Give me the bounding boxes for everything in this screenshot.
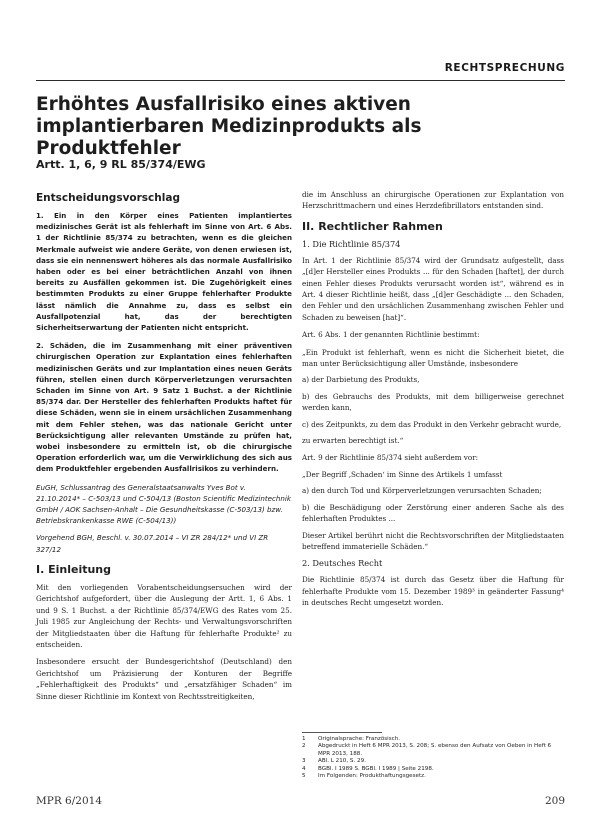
footnote-number: 2: [302, 743, 306, 750]
footnote-text: ABl. L 210, S. 29.: [318, 758, 366, 765]
quote-line: a) der Darbietung des Produkts,: [302, 375, 420, 385]
headnote-2: 2. Schäden, die im Zusammenhang mit einer präventiven chirurgischen Operation zur Explantation eines fehlerhaften medizinischen Geräts und zur Implantation eines neuen Geräts führen, stellen einen durch Körperverletzungen verursachten Schaden im Sinne von Art. 9 Satz 1 Buchst. a der Richtlinie 85/374 dar. Der Hersteller des fehlerhaften Produkts haftet für diese Schäden, wenn sie in einem ursächlichen Zusammenhang mit dem Fehler stehen, was das nationale Gericht unter Berücksichtigung aller relevanten Umstände zu prüfen hat, wobei insbesondere zu ermitteln ist, ob die chirurgische Operation erforderlich war, um die Verwirklichung des sich aus dem Produktfehler ergebenden Ausfallrisikos zu verhindern.: [36, 341, 292, 474]
quote-line: „Ein Produkt ist fehlerhaft, wenn es nicht die Sicherheit bietet, die man unter Berücksichtigung aller Umstände, insbesondere: [302, 347, 564, 369]
intro-paragraph-2: Insbesondere ersucht der Bundesgerichtshof (Deutschland) den Gerichtshof um Präzisierung der Konturen der Begriffe „Fehlerhaftigkeit des Produkts“ und „ersatzfähiger Schaden“ im Sinne dieser Richtlinie im Kontext von Rechtsstreitigkeiten,: [36, 657, 292, 701]
quote-line: „Der Begriff ‚Schaden‘ im Sinne des Artikels 1 umfasst: [302, 469, 503, 479]
intro-paragraph-1: Mit den vorliegenden Vorabentscheidungsersuchen wird der Gerichtshof aufgefordert, über die Auslegung der Artt. 1, 6 Abs. 1 und 9 S. 1 Buchst. a der Richtlinie 85/374/EWG des Rates vom 25. Juli 1985 zur Angleichung der Rechts- und Verwaltungsvorschriften der Mitgliedstaaten über die Haftung für fehlerhafte Produkte² zu entscheiden.: [36, 582, 292, 649]
quote-line: b) die Beschädigung oder Zerstörung einer anderen Sache als des fehlerhaften Produktes ...: [302, 502, 564, 524]
footnote: [302, 758, 564, 765]
legal-paragraph-2: Art. 6 Abs. 1 der genannten Richtlinie bestimmt:: [302, 330, 480, 340]
footnote-number: 3: [302, 758, 306, 765]
header-rule: [36, 80, 565, 81]
footnote-rule: [302, 732, 382, 733]
legal-paragraph-1: In Art. 1 der Richtlinie 85/374 wird der Grundsatz aufgestellt, dass „[d]er Hersteller eines Produkts ... für den Schaden [haftet], der durch einen Fehler dieses Produkts verursacht worden ist“, während es in Art. 4 dieser Richtlinie heißt, dass „[d]er Geschädigte ... den Schaden, den Fehler und den ursächlichen Zusammenhang zwischen Fehler und Schaden zu beweisen [hat]“.: [302, 255, 564, 322]
right-column: [302, 189, 564, 615]
footnote-text: BGBl. I 1989 S. BGBl. I 1989 | Seite 2198.: [318, 765, 434, 772]
headnote-1: 1. Ein in den Körper eines Patienten implantiertes medizinisches Gerät ist als fehlerhaft im Sinne von Art. 6 Abs. 1 der Richtlinie 85/374 zu betrachten, wenn es die gleichen Merkmale aufweist wie andere Geräte, von denen erwiesen ist, dass sie ein nennenswert höheres als das normale Ausfallrisiko haben oder es bei einer beträchtlichen Anzahl von ihnen bereits zu Ausfällen gekommen ist. Die Zugehörigkeit eines bestimmten Produkts zu einer Gruppe fehlerhafter Produkte lässt nämlich die Annahme zu, dass es selbst ein Ausfallpotenzial hat, das der berechtigten Sicherheitserwartung der Patienten nicht entspricht.: [36, 211, 292, 333]
subheading-directive: 1. Die Richtlinie 85/374: [302, 238, 401, 249]
citation-eugh: EuGH, Schlussantrag des Generalstaatsanwalts Yves Bot v. 21.10.2014* – C-503/13 und C-504/13 (Boston Scientific Medizintechnik GmbH / AOK Sachsen-Anhalt – Die Gesundheitskasse (C-503/13) bzw. Betriebskrankenkasse RWE (C-504/13)): [36, 482, 291, 526]
article-title: Erhöhtes Ausfallrisiko eines aktiven implantierbaren Medizinprodukts als Produktfehler: [36, 94, 422, 159]
footnote-text: Abgedruckt in Heft 6 MPR 2013, S. 208; S. ebenso den Aufsatz von Oeben in Heft 6 MPR 2013, 188.: [318, 743, 552, 757]
footnote-number: 4: [302, 765, 306, 772]
page-number: 209: [544, 795, 565, 807]
decision-heading: Entscheidungsvorschlag: [36, 192, 180, 204]
footnote-text: Im Folgenden: Produkthaftungsgesetz.: [318, 773, 426, 780]
section-heading-legal-framework: II. Rechtlicher Rahmen: [302, 219, 443, 233]
quote-line: c) des Zeitpunkts, zu dem das Produkt in den Verkehr gebracht wurde,: [302, 419, 562, 429]
subheading-german-law: 2. Deutsches Recht: [302, 558, 383, 569]
footnotes: [302, 736, 564, 780]
footnote: [302, 743, 564, 758]
footnote: [302, 736, 564, 743]
footnote-text: Originalsprache: Französisch.: [318, 736, 401, 742]
quote-line: a) den durch Tod und Körperverletzungen verursachten Schaden;: [302, 486, 542, 496]
continuation-paragraph: die im Anschluss an chirurgische Operationen zur Explantation von Herzschrittmachern und eines Herzdefibrillators entstanden sind.: [302, 190, 564, 211]
footnote-number: 5: [302, 773, 306, 780]
page-footer: [36, 795, 565, 809]
left-column: [36, 192, 292, 708]
section-tag: RECHTSPRECHUNG: [444, 62, 565, 74]
legal-paragraph-5: Die Richtlinie 85/374 ist durch das Gesetz über die Haftung für fehlerhafte Produkte vom 15. Dezember 1989³ in geänderter Fassung⁴ in deutsches Recht umgesetzt worden.: [302, 575, 564, 608]
article-subtitle: Artt. 1, 6, 9 RL 85/374/EWG: [36, 158, 206, 171]
legal-paragraph-3: Art. 9 der Richtlinie 85/374 sieht außerdem vor:: [302, 452, 479, 462]
footnote: [302, 766, 564, 773]
quote-line: zu erwarten berechtigt ist.“: [302, 436, 404, 446]
footnote-number: 1: [302, 736, 306, 742]
citation-bgh: Vorgehend BGH, Beschl. v. 30.07.2014 – VI ZR 284/12* und VI ZR 327/12: [36, 533, 269, 554]
journal-issue: MPR 6/2014: [36, 795, 102, 807]
legal-paragraph-4: Dieser Artikel berührt nicht die Rechtsvorschriften der Mitgliedstaaten betreffend immaterielle Schäden.“: [302, 530, 564, 551]
section-heading-introduction: I. Einleitung: [36, 562, 112, 576]
quote-line: b) des Gebrauchs des Produkts, mit dem billigerweise gerechnet werden kann,: [302, 391, 564, 413]
footnote: [302, 773, 564, 780]
